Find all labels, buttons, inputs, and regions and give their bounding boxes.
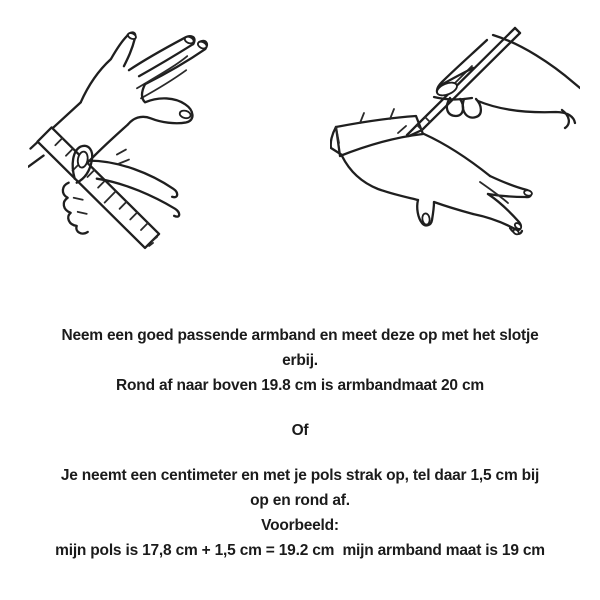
pen bbox=[407, 28, 520, 136]
method2-text bbox=[0, 463, 600, 563]
holding-hand bbox=[434, 35, 580, 128]
fingernail bbox=[523, 189, 532, 196]
instruction-line: op en rond af. bbox=[250, 492, 350, 509]
method1-text bbox=[0, 323, 600, 398]
mark-wrist-illustration bbox=[330, 22, 580, 247]
instruction-line: Neem een goed passende armband en meet deze op met het slotje bbox=[61, 327, 539, 344]
example-line: mijn pols is 17,8 cm + 1,5 cm = 19.2 cm mijn armband maat is 19 cm bbox=[55, 542, 545, 559]
upper-hand bbox=[81, 32, 208, 163]
instruction-line: Je neemt een centimeter en met je pols strak op, tel daar 1,5 cm bij bbox=[60, 467, 540, 484]
thumbnail bbox=[422, 213, 431, 225]
or-separator: Of bbox=[291, 422, 309, 439]
example-label: Voorbeeld: bbox=[261, 517, 339, 534]
measuring-tape bbox=[38, 127, 160, 248]
instruction-line: erbij. bbox=[282, 352, 318, 369]
instruction-line: Rond af naar boven 19.8 cm is armbandmaat 20 cm bbox=[116, 377, 484, 394]
sizing-instructions bbox=[0, 323, 600, 563]
thumbnail bbox=[179, 109, 192, 119]
measured-hand bbox=[342, 134, 533, 235]
measure-bracelet-illustration bbox=[28, 26, 260, 252]
thumbnail bbox=[435, 80, 459, 98]
